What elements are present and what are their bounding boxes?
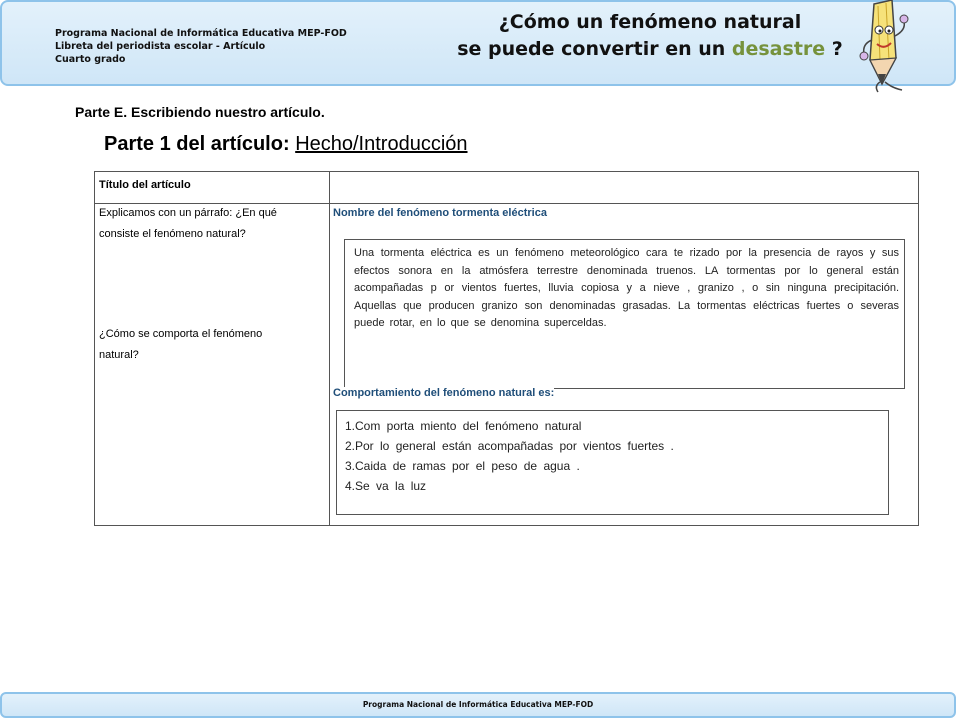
behavior-item: 1.Com porta miento del fenómeno natural — [345, 419, 582, 433]
footer-text: Programa Nacional de Informática Educativa MEP-FOD — [362, 700, 594, 709]
program-name: Programa Nacional de Informática Educativa MEP-FOD — [55, 28, 347, 39]
title-line-2 — [430, 36, 870, 63]
question-what-is-line-2: consiste el fenómeno natural? — [99, 228, 246, 240]
description-text: Una tormenta eléctrica es un fenómeno meteorológico cara te rizado por la presencia de rayos y sus efectos sonora en la atmósfera terrestre denominada truenos. LA tormentas por lo general están acompañadas p or vientos fuertes, lluvia copiosa y a nieve , granizo , o sin ninguna precipitación. Aquellas que producen granizo son denominadas grasadas. La tormentas eléctricas fuertes o severas puede rotar, en lo que se denomina superceldas. — [354, 247, 899, 329]
article-heading — [104, 133, 468, 156]
title-highlight: desastre — [731, 38, 826, 60]
behavior-item: 2.Por lo general están acompañadas por vientos fuertes . — [345, 439, 674, 453]
section-heading: Parte E. Escribiendo nuestro artículo. — [75, 104, 325, 120]
phenomenon-name-label: Nombre del fenómeno tormenta eléctrica — [333, 207, 547, 219]
page-title — [430, 9, 870, 63]
footer-banner — [0, 692, 956, 718]
question-behavior-line-2: natural? — [99, 349, 139, 361]
title-value-cell[interactable] — [329, 171, 919, 204]
behavior-label: Comportamiento del fenómeno natural es: — [333, 387, 555, 399]
question-behavior — [99, 324, 262, 366]
behavior-list — [345, 416, 674, 496]
title-line-1: ¿Cómo un fenómeno natural — [498, 11, 802, 33]
behavior-item: 4.Se va la luz — [345, 479, 427, 493]
question-what-is-line-1: Explicamos con un párrafo: ¿En qué — [99, 207, 277, 219]
grade-level: Cuarto grado — [55, 54, 126, 65]
pencil-body — [870, 0, 896, 84]
article-part-label: Parte 1 del artículo: — [104, 133, 290, 155]
behavior-item: 3.Caida de ramas por el peso de agua . — [345, 459, 580, 473]
pencil-legs — [876, 82, 902, 92]
title-question-mark: ? — [825, 38, 843, 60]
article-part-name: Hecho/Introducción — [295, 133, 468, 155]
title-line-2-text: se puede convertir en un — [457, 38, 732, 60]
question-what-is — [99, 203, 277, 245]
notebook-name: Libreta del periodista escolar - Artículo — [55, 41, 266, 52]
title-label: Título del artículo — [99, 179, 191, 191]
question-behavior-line-1: ¿Cómo se comporta el fenómeno — [99, 328, 263, 340]
pencil-character-icon — [858, 0, 938, 94]
program-info — [55, 27, 347, 66]
